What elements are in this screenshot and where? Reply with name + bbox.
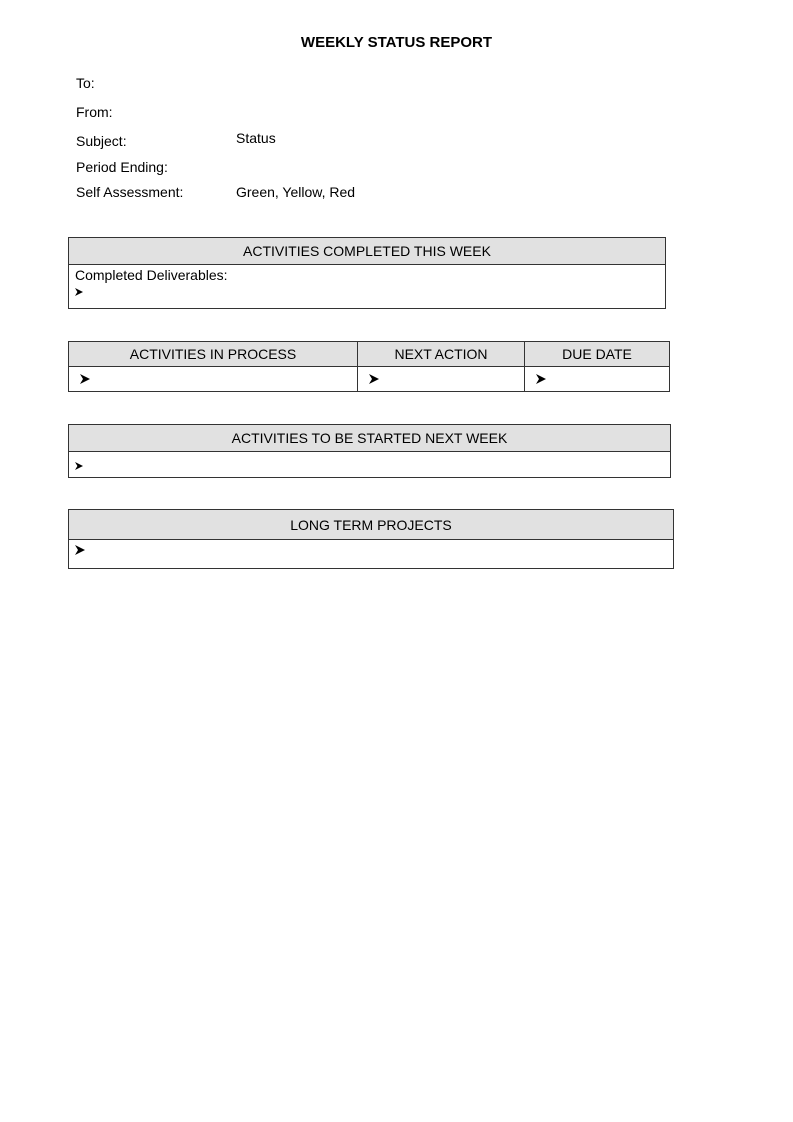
due-date-cell xyxy=(525,367,670,392)
in-process-cell xyxy=(69,367,358,392)
from-label: From: xyxy=(76,104,113,120)
arrowhead-bullet-icon xyxy=(75,288,83,296)
next-action-header: NEXT ACTION xyxy=(358,342,525,367)
in-process-table xyxy=(68,341,670,392)
arrowhead-bullet-icon xyxy=(369,374,379,384)
next-week-table xyxy=(68,424,671,478)
page-title: WEEKLY STATUS REPORT xyxy=(300,34,493,51)
completed-table xyxy=(68,237,666,309)
arrowhead-bullet-icon xyxy=(75,545,85,555)
next-week-body xyxy=(69,452,671,478)
next-action-cell xyxy=(358,367,525,392)
to-label: To: xyxy=(76,75,95,91)
completed-subheading: Completed Deliverables: xyxy=(75,267,228,283)
arrowhead-bullet-icon xyxy=(80,374,90,384)
completed-body xyxy=(69,265,666,309)
long-term-header: LONG TERM PROJECTS xyxy=(69,510,674,540)
next-week-header: ACTIVITIES TO BE STARTED NEXT WEEK xyxy=(69,425,671,452)
long-term-body xyxy=(69,540,674,569)
due-date-header: DUE DATE xyxy=(525,342,670,367)
self-assessment-label: Self Assessment: xyxy=(76,184,184,200)
in-process-header: ACTIVITIES IN PROCESS xyxy=(69,342,358,367)
arrowhead-bullet-icon xyxy=(536,374,546,384)
self-assessment-value: Green, Yellow, Red xyxy=(236,184,356,200)
arrowhead-bullet-icon xyxy=(75,462,83,470)
subject-value: Status xyxy=(236,130,276,146)
period-ending-label: Period Ending: xyxy=(76,159,168,175)
long-term-table xyxy=(68,509,674,569)
completed-header: ACTIVITIES COMPLETED THIS WEEK xyxy=(69,238,666,265)
subject-label: Subject: xyxy=(76,133,127,149)
